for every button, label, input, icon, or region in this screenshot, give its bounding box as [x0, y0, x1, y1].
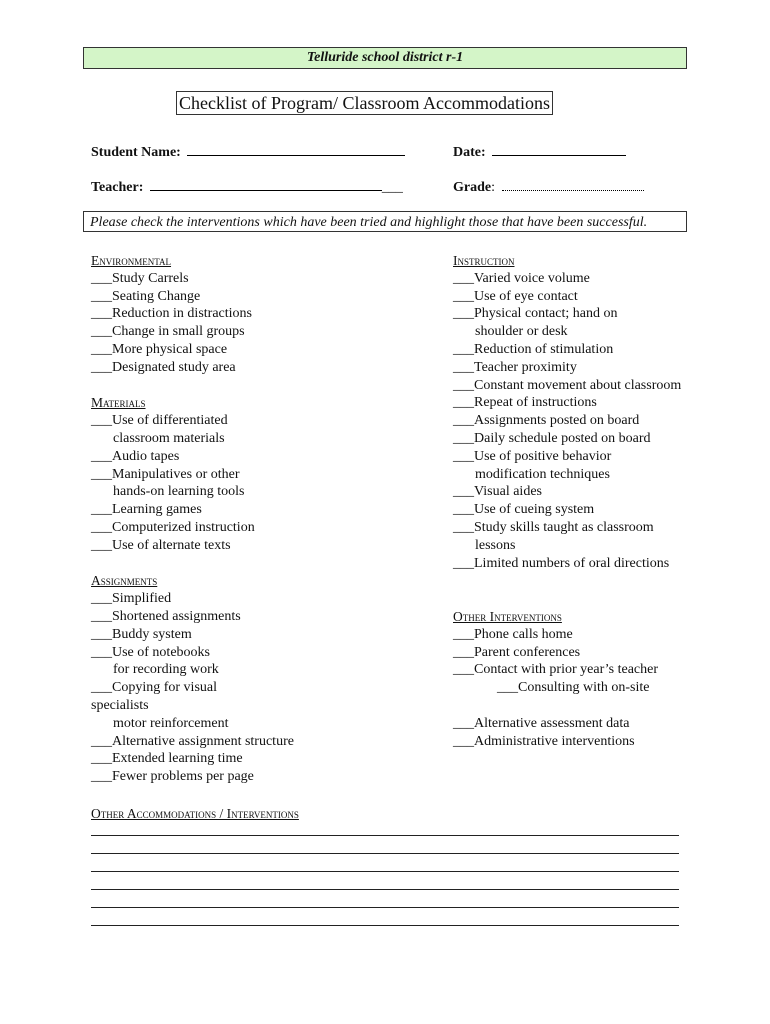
- checklist-item[interactable]: ___Reduction in distractions: [91, 306, 252, 322]
- checklist-item[interactable]: ___Alternative assessment data: [453, 715, 630, 731]
- checklist-item[interactable]: ___Use of positive behavior: [453, 448, 612, 464]
- write-in-line[interactable]: [91, 907, 679, 908]
- assignments-heading: Assignments: [91, 573, 158, 589]
- checklist-item[interactable]: ___Study skills taught as classroom: [453, 519, 654, 535]
- page-title: Checklist of Program/ Classroom Accommodations: [176, 91, 553, 115]
- write-in-line[interactable]: [91, 835, 679, 836]
- checklist-item[interactable]: ___Use of eye contact: [453, 288, 578, 304]
- materials-heading: Materials: [91, 395, 146, 411]
- checklist-item[interactable]: ___Use of notebooks: [91, 644, 210, 660]
- checklist-item-continuation: hands-on learning tools: [113, 484, 245, 500]
- checklist-item[interactable]: ___Use of alternate texts: [91, 537, 231, 553]
- checklist-item[interactable]: ___Copying for visual: [91, 680, 217, 696]
- instructions-box: Please check the interventions which have been tried and highlight those that have been successful.: [83, 211, 687, 232]
- grade-line[interactable]: [502, 176, 644, 191]
- checklist-item[interactable]: ___Varied voice volume: [453, 270, 590, 286]
- checklist-item[interactable]: ___Learning games: [91, 502, 202, 518]
- checklist-item[interactable]: ___Parent conferences: [453, 644, 581, 660]
- write-in-line[interactable]: [91, 889, 679, 890]
- date-field[interactable]: [453, 141, 626, 162]
- grade-colon: :: [491, 180, 495, 195]
- checklist-item[interactable]: ___Change in small groups: [91, 324, 245, 340]
- checklist-item[interactable]: ___Buddy system: [91, 626, 192, 642]
- right-column: [453, 252, 681, 750]
- checklist-item[interactable]: ___Teacher proximity: [453, 359, 577, 375]
- checklist-item[interactable]: ___Extended learning time: [91, 751, 243, 767]
- checklist-item[interactable]: ___Limited numbers of oral directions: [453, 555, 670, 571]
- left-column: [91, 252, 294, 786]
- checklist-item-continuation: modification techniques: [475, 466, 610, 482]
- other-accommodations-heading: Other Accommodations / Interventions: [91, 806, 299, 821]
- checklist-item[interactable]: ___Use of cueing system: [453, 502, 595, 518]
- teacher-suffix: ___: [381, 180, 403, 195]
- environmental-heading: Environmental: [91, 253, 172, 268]
- checklist-item[interactable]: ___Physical contact; hand on: [453, 306, 618, 322]
- checklist-item[interactable]: ___Constant movement about classroom: [453, 377, 682, 393]
- student-name-label: Student Name:: [91, 145, 181, 160]
- checklist-item-continuation: for recording work: [113, 662, 219, 678]
- checklist-item[interactable]: ___Contact with prior year’s teacher: [453, 662, 659, 678]
- checklist-item[interactable]: ___Daily schedule posted on board: [453, 430, 651, 446]
- date-line[interactable]: [492, 141, 626, 156]
- student-name-line[interactable]: [187, 141, 405, 156]
- checklist-item[interactable]: ___Simplified: [91, 591, 172, 607]
- checklist-item[interactable]: ___Computerized instruction: [91, 519, 255, 535]
- checklist-item[interactable]: ___Study Carrels: [91, 270, 189, 286]
- checklist-item[interactable]: ___Consulting with on-site: [497, 680, 650, 696]
- checklist-item-continuation: lessons: [475, 537, 516, 553]
- checklist-item[interactable]: ___Repeat of instructions: [453, 395, 597, 411]
- grade-label: Grade: [453, 180, 492, 195]
- checklist-item[interactable]: ___Administrative interventions: [453, 733, 635, 749]
- checklist-item[interactable]: ___Audio tapes: [91, 448, 180, 464]
- write-in-line[interactable]: [91, 925, 679, 926]
- checklist-item[interactable]: ___Use of differentiated: [91, 413, 228, 429]
- checklist-item[interactable]: ___Manipulatives or other: [91, 466, 240, 482]
- checklist-item[interactable]: ___Fewer problems per page: [91, 769, 254, 785]
- checklist-item-continuation: specialists: [91, 697, 149, 713]
- grade-field[interactable]: [453, 176, 644, 197]
- write-in-line[interactable]: [91, 853, 679, 854]
- checklist-item[interactable]: ___Phone calls home: [453, 626, 573, 642]
- date-label: Date:: [453, 145, 486, 160]
- write-in-line[interactable]: [91, 871, 679, 872]
- checklist-item-continuation: motor reinforcement: [113, 715, 229, 731]
- instruction-heading: Instruction: [453, 253, 515, 268]
- checklist-item[interactable]: ___Assignments posted on board: [453, 413, 640, 429]
- teacher-label: Teacher:: [91, 180, 144, 195]
- student-name-field[interactable]: [91, 141, 405, 162]
- checklist-item[interactable]: ___Alternative assignment structure: [91, 733, 294, 749]
- other-interventions-heading: Other Interventions: [453, 608, 562, 624]
- teacher-line[interactable]: [150, 176, 382, 191]
- district-banner: Telluride school district r-1: [83, 47, 687, 69]
- checklist-item[interactable]: ___Visual aides: [453, 484, 542, 500]
- checklist-item[interactable]: ___More physical space: [91, 341, 228, 357]
- checklist-item-continuation: shoulder or desk: [475, 324, 568, 340]
- checklist-item[interactable]: ___Shortened assignments: [91, 608, 241, 624]
- checklist-item-continuation: classroom materials: [113, 430, 225, 446]
- checklist-item[interactable]: ___Reduction of stimulation: [453, 341, 614, 357]
- teacher-field[interactable]: [91, 176, 403, 197]
- checklist-item[interactable]: ___Designated study area: [91, 359, 236, 375]
- checklist-item[interactable]: ___Seating Change: [91, 288, 201, 304]
